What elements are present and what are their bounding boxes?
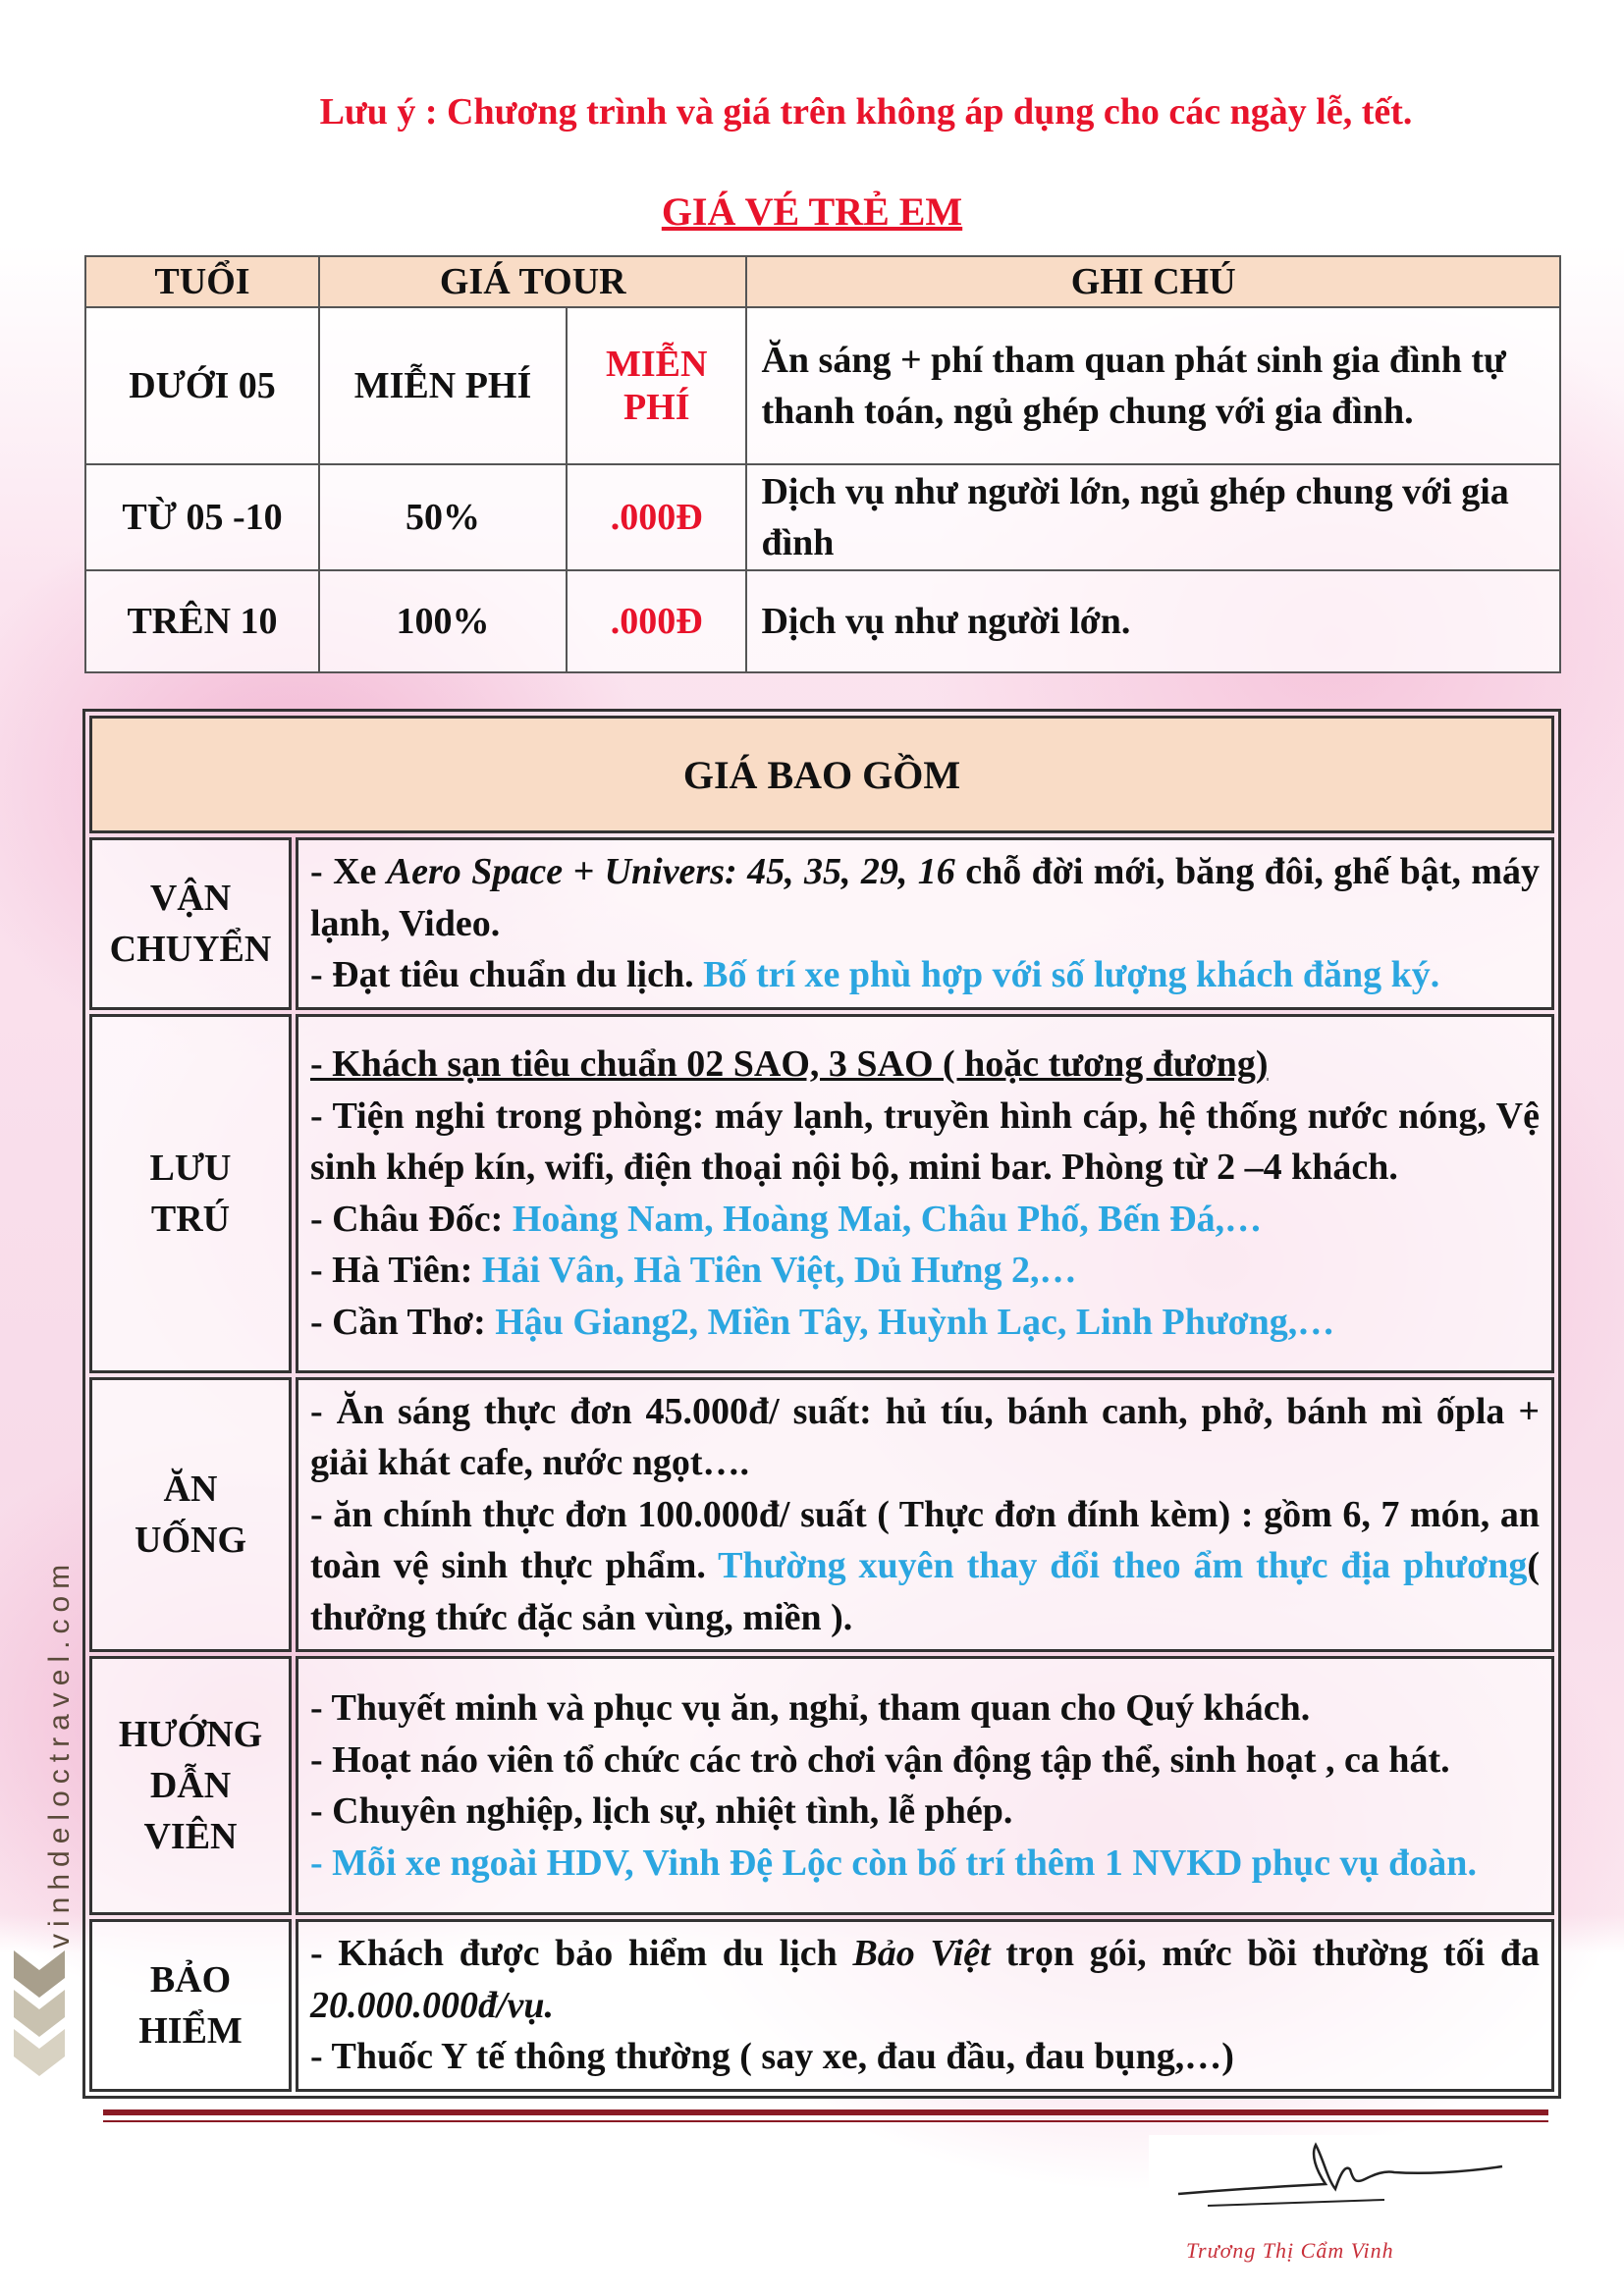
category-label: ĂN	[163, 1468, 218, 1510]
notice-line: Lưu ý : Chương trình và giá trên không áp dụng cho các ngày lễ, tết.	[319, 91, 1413, 133]
table-row	[85, 570, 1560, 672]
category-stay	[89, 1014, 292, 1373]
category-label: VIÊN	[143, 1816, 238, 1857]
cell-age: TRÊN 10	[85, 570, 319, 672]
text: chỗ đời mới, băng đôi, ghế bật, máy lạnh, Video.	[310, 851, 1541, 944]
header-price: GIÁ TOUR	[319, 256, 746, 307]
detail-line	[310, 1194, 1540, 1246]
text: - Châu Đốc:	[310, 1198, 513, 1240]
cell-percent: MIỄN PHÍ	[319, 307, 567, 464]
category-label: LƯU	[149, 1147, 232, 1189]
detail-line: - Thuốc Y tế thông thường ( say xe, đau đầu, đau bụng,…)	[310, 2036, 1234, 2077]
signature	[1149, 2135, 1542, 2296]
includes-row-transport	[89, 837, 1554, 1010]
category-label: HIỂM	[138, 2009, 243, 2052]
detail-line	[310, 1245, 1540, 1297]
details-stay	[296, 1014, 1554, 1373]
table-header-row	[85, 256, 1560, 307]
detail-line: - Ăn sáng thực đơn 45.000đ/ suất: hủ tíu, bánh canh, phở, bánh mì ốpla + giải khát cafe, nước ngọt….	[310, 1390, 1540, 1483]
detail-line	[310, 949, 1540, 1001]
cell-age: DƯỚI 05	[85, 307, 319, 464]
category-label: BẢO	[149, 1958, 232, 2001]
category-label: VẬN	[149, 877, 232, 919]
signature-name: Trương Thị Cẩm Vinh	[1186, 2238, 1394, 2263]
highlight-text: Bố trí xe phù hợp với số lượng khách đăng ký.	[703, 954, 1440, 995]
vehicle-models: Aero Space + Univers: 45, 35, 29, 16	[386, 851, 955, 892]
header-note: GHI CHÚ	[746, 256, 1560, 307]
detail-line: - Tiện nghi trong phòng: máy lạnh, truyền hình cáp, hệ thống nước nóng, Vệ sinh khép kín, wifi, điện thoại nội bộ, mini bar. Phòng từ 2 –4 khách.	[310, 1095, 1540, 1188]
cell-note: Dịch vụ như người lớn.	[746, 570, 1560, 672]
text: trọn gói, mức bồi thường tối đa	[990, 1933, 1541, 1974]
category-label: CHUYỂN	[109, 928, 272, 970]
category-label: TRÚ	[150, 1198, 231, 1240]
highlight-text: Hải Vân, Hà Tiên Việt, Dủ Hưng 2,…	[481, 1250, 1077, 1291]
footer-divider-thin	[103, 2120, 1548, 2122]
cell-percent: 100%	[319, 570, 567, 672]
detail-line	[310, 846, 1540, 949]
cell-age: TỪ 05 -10	[85, 464, 319, 570]
insurer-name: Bảo Việt	[852, 1933, 991, 1974]
text: - Đạt tiêu chuẩn du lịch.	[310, 954, 704, 995]
table-row	[85, 307, 1560, 464]
text: - Xe	[310, 851, 387, 892]
detail-line	[310, 1489, 1540, 1644]
detail-line: - Chuyên nghiệp, lịch sự, nhiệt tình, lễ phép.	[310, 1790, 1013, 1832]
text: - ăn chính thực đơn 100.000đ/ suất ( Thực đơn đính kèm) : gồm 6, 7 món, an toàn vệ sinh thực phẩm.	[310, 1493, 1540, 1586]
text: - Cần Thơ:	[310, 1301, 496, 1343]
cell-note: Ăn sáng + phí tham quan phát sinh gia đình tự thanh toán, ngủ ghép chung với gia đình.	[746, 307, 1560, 464]
detail-line: - Mỗi xe ngoài HDV, Vinh Đệ Lộc còn bố trí thêm 1 NVKD phục vụ đoàn.	[310, 1842, 1477, 1884]
highlight-text: Thường xuyên thay đổi theo ẩm thực địa phương	[718, 1545, 1528, 1586]
kids-price-title: GIÁ VÉ TRẺ EM	[661, 189, 963, 234]
kids-price-table	[84, 255, 1561, 673]
text: - Khách được bảo hiểm du lịch	[310, 1933, 853, 1974]
cell-percent: 50%	[319, 464, 567, 570]
category-transport	[89, 837, 292, 1010]
text: - Hà Tiên:	[310, 1250, 482, 1291]
cell-price: .000Đ	[567, 464, 746, 570]
includes-row-stay	[89, 1014, 1554, 1373]
detail-line: - Thuyết minh và phục vụ ăn, nghỉ, tham quan cho Quý khách.	[310, 1687, 1311, 1729]
text: ( thưởng thức đặc sản vùng, miền ).	[310, 1545, 1540, 1638]
header-age: TUỔI	[85, 256, 319, 307]
highlight-text: Hoàng Nam, Hoàng Mai, Châu Phố, Bến Đá,…	[512, 1198, 1263, 1240]
highlight-text: Hậu Giang2, Miền Tây, Huỳnh Lạc, Linh Phương,…	[495, 1301, 1335, 1343]
details-guide	[296, 1656, 1554, 1915]
signature-scribble-icon	[1149, 2135, 1542, 2233]
category-label: UỐNG	[135, 1519, 246, 1561]
insurance-amount: 20.000.000đ/vụ.	[310, 1984, 555, 2026]
table-row	[85, 464, 1560, 570]
footer-divider	[103, 2109, 1548, 2115]
category-label: HƯỚNG	[118, 1714, 263, 1755]
category-label: DẪN	[149, 1765, 232, 1806]
chevron-logo-icon	[10, 1939, 69, 2076]
details-food	[296, 1377, 1554, 1653]
detail-line: - Hoạt náo viên tổ chức các trò chơi vận động tập thể, sinh hoạt , ca hát.	[310, 1738, 1450, 1781]
detail-line: - Khách sạn tiêu chuẩn 02 SAO, 3 SAO ( hoặc tương đương)	[310, 1043, 1269, 1085]
cell-note: Dịch vụ như người lớn, ngủ ghép chung với gia đình	[746, 464, 1560, 570]
includes-title: GIÁ BAO GỒM	[89, 716, 1554, 833]
cell-price: .000Đ	[567, 570, 746, 672]
detail-line	[310, 1297, 1540, 1349]
website-watermark: vinhdeloctravel.com	[43, 1557, 76, 1949]
includes-header-row	[89, 716, 1554, 833]
details-transport	[296, 837, 1554, 1010]
cell-price: MIỄN PHÍ	[567, 307, 746, 464]
details-insurance	[296, 1919, 1554, 2092]
detail-line	[310, 1928, 1540, 2031]
